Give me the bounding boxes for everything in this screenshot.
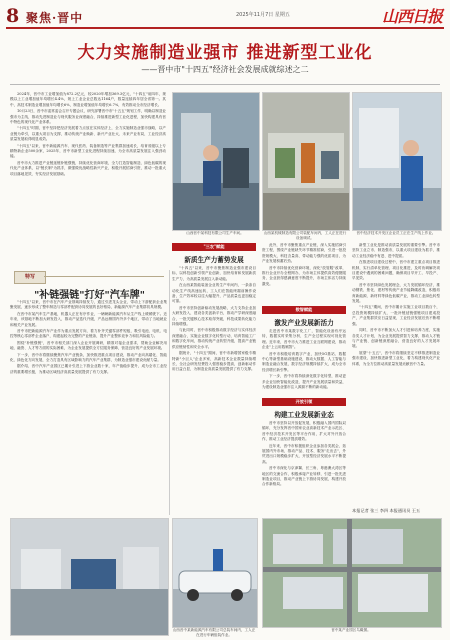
paragraph: 围绕"补链强链"，晋中市相关部门深入企业开展调研，精准对接企业需求，帮助企业解决用地、融资、人才等方面的实际困难，为企业发展提供全方位服务保障，营造良好的产业发展环境。 (10, 340, 167, 351)
newspaper-logo: 山西日报 (382, 7, 443, 26)
paragraph: 晋中市深化与京津冀、长三角、粤港澳大湾区等地区的交流合作，积极承接产业转移，引进一批先进制造业项目，推动产业链上下游协同发展，构建开放合作新格局。 (262, 466, 346, 487)
photo-factory-worker (172, 92, 260, 231)
photo-caption: 山西晋中某新能源汽车有限公司总装车间内，工人正在进行车辆组装作业。 (172, 628, 256, 637)
photo-industrial-park (262, 518, 442, 628)
column-text (262, 329, 346, 395)
paragraph: 走进晋中市某数字化工厂，智能化设备有序运转，数据实时采集分析，生产全过程实现可视化管理。近年来，晋中市大力推进工业互联网建设，推动企业"上云用数赋智"。 (262, 329, 346, 350)
paragraph: 下一步，晋中市将持续深化数字化转型，推动更多企业加快智能化改造，提升产业发展质量和效益，为建设制造业强市注入源源不断的新动能。 (262, 374, 346, 390)
column-text (262, 421, 346, 515)
paragraph: 10月23日，晋中市委常委会召开专题会议，研究部署晋中市"十五五"规划工作，明确以制造业强市为主线，推动先进制造业与现代服务业深度融合，持续推进新型工业化进程，加快构建具有晋中特色的现代化产业体系。 (10, 109, 166, 125)
paragraph: "十四五"以来，晋中市聚焦制造业强市建设目标，以科技创新引领产业创新，加快培育和发展新质生产力，为高质量发展注入新动能。 (172, 266, 256, 281)
paragraph: 据介绍，晋中汽车产业园区已累计引进上下游企业数十家，年产值稳步提升，成为全市工业经济的重要增长极，为推动区域经济高质量发展提供了有力支撑。 (10, 364, 167, 374)
photo-caption: 山西晋中某科技有限公司生产车间。 (186, 231, 244, 235)
photo-car-assembly (172, 518, 258, 628)
paragraph: 晋中市持续优化营商环境，深化"放管服"改革，推行企业开办全程网办，为市场主体提供高效便捷服务，企业获得感满意度不断提升，市场主体活力持续激发。 (262, 265, 346, 286)
section-head: "三农"赋能 (172, 243, 256, 251)
paragraph: 晋中市大力推进产业链延链补链强链，持续优化营商环境，全力打造智能制造、绿色低碳的现代化产业体系，以"链长制"为抓手，做强做优战略性新兴产业，积极开展招商引资，推动一批重大项目落地见效，夯实经济发展基础。 (10, 160, 166, 176)
paragraph: 在推进项目建设过程中，晋中市建立重点项目推进机制，实行清单化管理、项目化推进，及时协调解决项目建设中遇到的困难问题，确保项目早开工、早投产、早见效。 (352, 260, 440, 281)
section-title: 构建工业发展新业态 (274, 411, 334, 419)
article-headline: 大力实施制造业强市 推进新型工业化 (77, 43, 373, 63)
section-head: 数智赋能 (262, 306, 346, 314)
column-text (172, 266, 256, 515)
paragraph: "十四五"以来，晋中新能源汽车、现代医药、装备制造等产业集群加速成长，培育省级以上专精特新企业500余家，2025年，晋中市新型工业化进程持续加速，为全市高质量发展注入强劲动能。 (10, 143, 166, 159)
byline: 本报记者 张三 李四 本报通讯员 王五 (352, 508, 421, 513)
paragraph: 新型工业化是推动高质量发展的重要引擎。晋中市坚持工业立市、制造强市，以重大项目建设为抓手，推动工业经济稳中有进、进中提质。 (352, 243, 440, 258)
paragraph: 此外，晋中市聚焦重点产业链，深入实施招商引资工程，围绕产业链缺失环节精准招商，引进一批投资规模大、科技含量高、带动能力强的优质项目，为产业发展积蓄后劲。 (262, 243, 346, 264)
photo-caption: 山西某机械制造有限公司装配车间内，工人正在进行设备调试。 (263, 231, 347, 240)
feature-title: "补链强链"打好"汽车牌" (34, 290, 145, 301)
masthead-rule (6, 27, 444, 29)
paragraph: 在晋中市某汽车生产基地，机器人正在有序作业，一辆辆新能源汽车从生产线上缓缓驶下。近年来，该基地不断加大研发投入，推动产品迭代升级，产品远销国内外多个地区，带动了当地就业和相关产业发展。 (10, 311, 167, 327)
section-title: 激发产业发展新活力 (274, 319, 334, 327)
paragraph: 晋中市把新能源汽车产业作为重点发展方向，着力补齐关键零部件短板，吸引电池、电机、电控等核心零部件企业落户，构建起较为完整的产业链条，提升产业整体竞争力和抗风险能力。 (10, 329, 167, 339)
paragraph: "十四五"时期，晋中坚持把经济发展着力点放在实体经济上，全力实施制造业强市战略，以产业链为牵引，以重大项目为支撑，推动传统产业焕新、新兴产业壮大、未来产业布局，工业经济高质量发展取得明显成效。 (10, 126, 166, 142)
column-text (262, 243, 346, 303)
page-number: 8 (6, 5, 20, 27)
paragraph: 在山西某智能装备企业的生产车间内，一条条自动化生产线高速运转，工人们在智能终端前操作设备，生产效率较以往大幅提升，产品质量也更加稳定可靠。 (172, 283, 256, 304)
paragraph: 据统计，"十四五"期间，晋中市新增国家级专精特新"小巨人"企业多家，高新技术企业数量持续增长，全社会研发经费投入强度稳步提高，创新驱动作用日益凸显，为制造业高质量发展提供了有力支撑。 (172, 351, 256, 372)
column-divider (169, 270, 170, 515)
section-head: 开放引领 (262, 398, 346, 406)
paragraph: 同时，晋中市不断加大人才引进和培养力度，实施各类人才计划，为企业发展提供智力支撑，推动人才链与产业链、创新链深度融合，营造良好的人才发展环境。 (352, 328, 440, 349)
tag-rule (44, 276, 164, 277)
photo-caption: 晋中经济技术开发区企业员工正在生产线上作业。 (356, 231, 436, 235)
section-title: 新质生产力蓄势发展 (184, 256, 244, 264)
paragraph: 下一步，晋中市将继续聚焦汽车产业链条，加快推进重点项目建设，推动产业向高端化、智能化、绿色化方向发展，全力打造具有区域影响力的汽车产业集群，为制造业强市建设贡献力量。 (10, 352, 167, 363)
paragraph: 晋中市坚持创新驱动发展战略，大力支持企业加大研发投入，建设各类创新平台，推动产学研深度融合，一批关键核心技术取得突破，科技成果转化能力持续增强。 (172, 305, 256, 327)
feature-tag: 特写 (14, 271, 46, 284)
paragraph: 2024年，晋中市工业增加值为872.2亿元，较2020年增加369.3亿元，"十四五"前四年，规模以上工业增加值年均增长4.4%，规上工业企业总数达1164户，数量连续四年居全省第一。其中，高技术制造业增加值年均增长6%，制造业增加值年均增长6.7%，有效推动全市经济增长。 (10, 92, 166, 107)
paragraph: 晋中市坚持绿色发展理念，大力发展循环经济，推动钢铁、焦化、建材等传统产业节能降碳改造，积极培育新能源、新材料等绿色低碳产业，推动工业绿色转型发展。 (352, 282, 440, 304)
lead-text (10, 92, 166, 267)
section-title: 聚焦·晋中 (26, 11, 84, 25)
paragraph: 与此同时，晋中市积极推动数字经济与实体经济深度融合，实施企业数字化转型行动，培育智能工厂和数字化车间，推动传统产业转型升级，提高产业链供应链韧性和安全水平。 (172, 328, 256, 349)
paragraph: 近年来，晋中市积极组织企业参加各类展会，拓展国内外市场，推动产品、技术、服务"走出去"，外贸进出口规模稳步扩大，开放型经济发展水平不断提高。 (262, 443, 346, 464)
paragraph: 晋中市积极培育数字产业，加快5G基站、数据中心等新型基础设施建设，推动大数据、人工智能与制造业融合发展，数字经济规模持续扩大，成为全市经济增长新引擎。 (262, 351, 346, 372)
photo-caption: 晋中某产业园区鸟瞰图。 (331, 628, 371, 632)
paragraph: "十四五"以来，晋中市在汽车产业领域持续发力，通过引进龙头企业，带动上下游配套企业集聚发展，逐步形成了整车制造与零部件配套协同发展的良好格局，新能源汽车产业集群初具规模。 (10, 300, 167, 310)
headline-divider (10, 84, 440, 85)
paragraph: 展望"十五五"，晋中市将继续坚定不移推进制造业强市建设，加快推进新型工业化，着力构建现代化产业体系，为全方位推动高质量发展贡献晋中力量。 (352, 350, 440, 366)
photo-assembly-line (262, 92, 350, 231)
feature-text (10, 300, 167, 515)
photo-production-line (10, 518, 169, 636)
paragraph: 晋中市坚持以开放促发展，积极融入国内国际双循环，充分发挥晋中国家农业高新技术产业示范区、晋中经济技术开发区等平台作用，扩大对外开放合作，推动工业经济提质增效。 (262, 421, 346, 442)
issue-date: 2025年11月7日 星期五 (236, 12, 290, 18)
paragraph: "十四五"期间，晋中市累计实施工业项目数百个，总投资规模持续扩大，一批补链延链强链项目建成投产，产业集群效应日益显现，工业经济发展后劲不断增强。 (352, 305, 440, 326)
photo-worker-blue (352, 92, 442, 231)
article-subhead: ——晋中市"十四五"经济社会发展成就综述之二 (141, 65, 309, 74)
column-text (352, 243, 440, 505)
